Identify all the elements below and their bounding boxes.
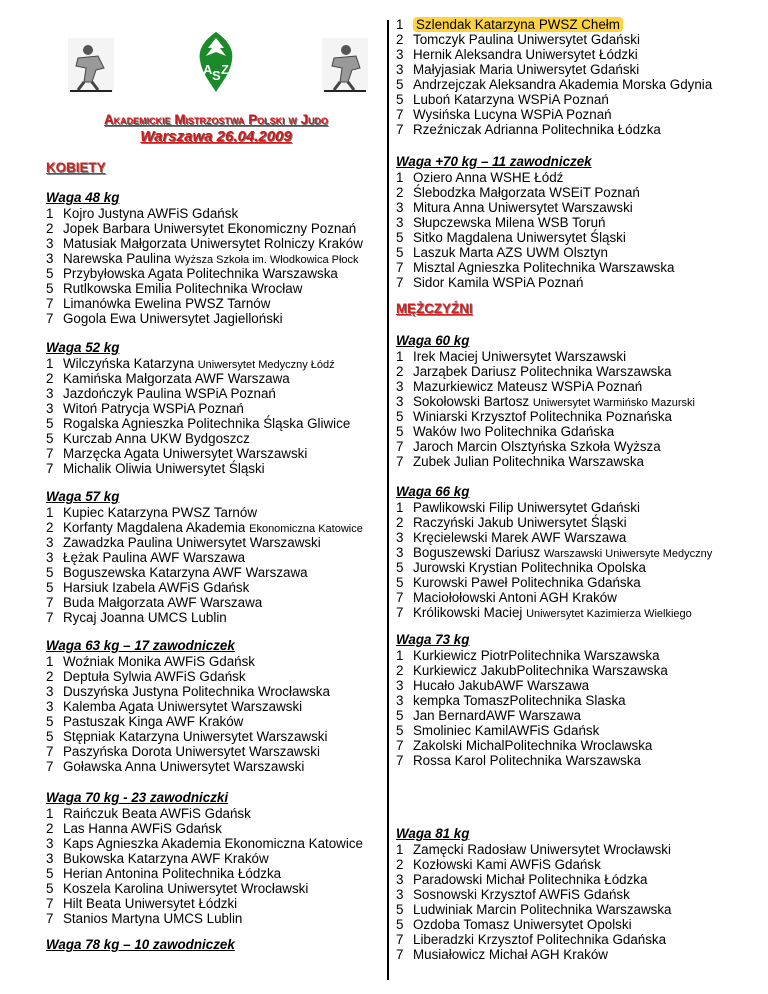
place-number: 1 xyxy=(396,349,404,364)
result-row xyxy=(396,932,666,948)
competitor-name: Smoliniec KamilAWFiS Gdańsk xyxy=(413,723,600,738)
place-number: 1 xyxy=(396,842,404,857)
result-row xyxy=(396,185,640,201)
svg-text:Z: Z xyxy=(221,62,229,77)
weight-category-title: Waga 73 kg xyxy=(396,632,470,647)
place-number: 2 xyxy=(46,669,54,684)
competitor-name: Przybyłowska Agata Politechnika Warszawska xyxy=(63,266,338,281)
competitor-name: Pastuszak Kinga AWF Kraków xyxy=(63,714,244,729)
place-number: 7 xyxy=(46,610,54,625)
result-row xyxy=(396,530,626,546)
competitor-name: Mitura Anna Uniwersytet Warszawski xyxy=(413,200,633,215)
result-row xyxy=(46,610,227,626)
place-number: 2 xyxy=(396,515,404,530)
competitor-name: Narewska Paulina xyxy=(63,251,175,266)
place-number: 3 xyxy=(396,47,404,62)
result-row xyxy=(396,575,641,591)
competitor-name: Sosnowski Krzysztof AWFiS Gdańsk xyxy=(413,887,630,902)
competitor-name: Sokołowski Bartosz xyxy=(413,394,533,409)
competitor-name: Kamińska Małgorzata AWF Warszawa xyxy=(63,371,290,386)
result-row xyxy=(396,409,672,425)
competitor-name: Zamęcki Radosław Uniwersytet Wrocławski xyxy=(413,842,671,857)
result-row xyxy=(46,866,281,882)
place-number: 7 xyxy=(396,107,404,122)
result-row xyxy=(46,371,290,387)
result-row xyxy=(46,911,242,927)
weight-category-title: Waga +70 kg – 11 zawodniczek xyxy=(396,154,592,169)
place-number: 2 xyxy=(396,663,404,678)
column-divider xyxy=(387,20,389,980)
place-number: 3 xyxy=(46,699,54,714)
place-number: 1 xyxy=(396,648,404,663)
place-number: 7 xyxy=(46,896,54,911)
place-number: 5 xyxy=(46,729,54,744)
result-row xyxy=(46,296,270,312)
place-number: 3 xyxy=(396,887,404,902)
result-row xyxy=(46,881,308,897)
place-number: 3 xyxy=(396,545,404,560)
azs-logo xyxy=(184,30,248,94)
competitor-name: Gogola Ewa Uniwersytet Jagielloński xyxy=(63,311,283,326)
result-row xyxy=(46,896,237,912)
place-number: 7 xyxy=(46,911,54,926)
result-row xyxy=(46,580,249,596)
result-row xyxy=(46,311,283,327)
competitor-name: Limanówka Ewelina PWSZ Tarnów xyxy=(63,296,271,311)
place-number: 7 xyxy=(46,759,54,774)
competitor-name: Hilt Beata Uniwersytet Łódzki xyxy=(63,896,238,911)
place-number: 5 xyxy=(46,565,54,580)
competitor-name: Ozdoba Tomasz Uniwersytet Opolski xyxy=(413,917,632,932)
weight-category-title: Waga 57 kg xyxy=(46,489,120,504)
competitor-name: Stanios Martyna UMCS Lublin xyxy=(63,911,243,926)
result-row xyxy=(396,200,633,216)
weight-category-title: Waga 48 kg xyxy=(46,190,120,205)
competitor-name: Jopek Barbara Uniwersytet Ekonomiczny Poznań xyxy=(63,221,357,236)
result-row xyxy=(396,708,581,724)
competitor-name: Stępniak Katarzyna Uniwersytet Warszawski xyxy=(63,729,328,744)
result-row xyxy=(396,364,671,380)
competitor-name: Michalik Oliwia Uniwersytet Śląski xyxy=(63,461,265,476)
result-row xyxy=(396,947,608,963)
place-number: 3 xyxy=(46,236,54,251)
place-number: 7 xyxy=(396,275,404,290)
competitor-name: Boguszewska Katarzyna AWF Warszawa xyxy=(63,565,308,580)
weight-category-title: Waga 78 kg – 10 zawodniczek xyxy=(46,937,235,952)
result-row xyxy=(46,550,245,566)
competitor-name: Sitko Magdalena Uniwersytet Śląski xyxy=(413,230,626,245)
place-number: 7 xyxy=(46,461,54,476)
place-number: 2 xyxy=(46,821,54,836)
competitor-name: Harsiuk Izabela AWFiS Gdańsk xyxy=(63,580,250,595)
competitor-name: Zawadzka Paulina Uniwersytet Warszawski xyxy=(63,535,321,550)
competitor-name: Małyjasiak Maria Uniwersytet Gdański xyxy=(413,62,640,77)
result-row xyxy=(396,170,563,186)
place-number: 2 xyxy=(46,371,54,386)
competitor-name: Kaps Agnieszka Akademia Ekonomiczna Katowice xyxy=(63,836,363,851)
result-row xyxy=(396,77,712,93)
weight-category-title: Waga 52 kg xyxy=(46,340,120,355)
svg-text:S: S xyxy=(212,68,221,83)
result-row xyxy=(46,699,302,715)
competitor-name: Liberadzki Krzysztof Politechnika Gdańska xyxy=(413,932,667,947)
result-row xyxy=(46,565,308,581)
result-row xyxy=(46,505,257,521)
competitor-name: Kurowski Paweł Politechnika Gdańska xyxy=(413,575,641,590)
judoka-right-image xyxy=(322,38,368,92)
place-number: 5 xyxy=(396,902,404,917)
svg-text:A: A xyxy=(203,62,213,77)
result-row xyxy=(46,714,243,730)
competitor-name: Ślebodzka Małgorzata WSEiT Poznań xyxy=(413,185,640,200)
competitor-name: Królikowski Maciej xyxy=(413,605,527,620)
result-row xyxy=(396,379,642,395)
result-row xyxy=(396,245,608,261)
result-row xyxy=(396,47,638,63)
competitor-name: Jan BernardAWF Warszawa xyxy=(413,708,581,723)
place-number: 7 xyxy=(396,260,404,275)
competitor-name: Kręcielewski Marek AWF Warszawa xyxy=(413,530,627,545)
weight-category-title: Waga 66 kg xyxy=(396,484,470,499)
place-number: 1 xyxy=(396,17,404,32)
place-number: 1 xyxy=(46,206,54,221)
competitor-name: Kurkiewicz PiotrPolitechnika Warszawska xyxy=(413,648,660,663)
place-number: 5 xyxy=(396,708,404,723)
result-row xyxy=(396,500,640,516)
competitor-name: Łężak Paulina AWF Warszawa xyxy=(63,550,246,565)
result-row xyxy=(396,753,641,769)
competitor-club: Uniwersytet Warmińsko Mazurski xyxy=(532,397,696,409)
competitor-name: Kupiec Katarzyna PWSZ Tarnów xyxy=(63,505,257,520)
competitor-name: Rycaj Joanna UMCS Lublin xyxy=(63,610,227,625)
result-row xyxy=(46,386,276,402)
place-number: 1 xyxy=(396,500,404,515)
competitor-name: Deptuła Sylwia AWFiS Gdańsk xyxy=(63,669,246,684)
competitor-name: Oziero Anna WSHE Łódź xyxy=(413,170,564,185)
result-row xyxy=(46,821,222,837)
result-row xyxy=(46,806,251,822)
weight-category-title: Waga 63 kg – 17 zawodniczek xyxy=(46,638,235,653)
result-row xyxy=(396,663,668,679)
place-number: 2 xyxy=(396,32,404,47)
place-number: 3 xyxy=(46,401,54,416)
place-number: 3 xyxy=(396,872,404,887)
result-row xyxy=(396,260,674,276)
competitor-name: Wilczyńska Katarzyna xyxy=(63,356,198,371)
weight-category-title: Waga 70 kg - 23 zawodniczki xyxy=(46,790,229,805)
competitor-name: Waków Iwo Politechnika Gdańska xyxy=(413,424,615,439)
place-number: 5 xyxy=(46,580,54,595)
result-row xyxy=(396,738,652,754)
competitor-name: Maciołołowski Antoni AGH Kraków xyxy=(413,590,617,605)
result-row xyxy=(46,461,265,477)
competitor-name: Jazdończyk Paulina WSPiA Poznań xyxy=(63,386,276,401)
competitor-club: Warszawski Uniwersyte Medyczny xyxy=(543,548,713,560)
result-row xyxy=(396,515,627,531)
competitor-name: Musiałowicz Michał AGH Kraków xyxy=(413,947,608,962)
competitor-name: Rossa Karol Politechnika Warszawska xyxy=(413,753,641,768)
result-row xyxy=(396,857,601,873)
place-number: 1 xyxy=(46,806,54,821)
place-number: 3 xyxy=(396,215,404,230)
competitor-name: Kalemba Agata Uniwersytet Warszawski xyxy=(63,699,303,714)
competitor-name: Kojro Justyna AWFiS Gdańsk xyxy=(63,206,239,221)
competitor-name: Rogalska Agnieszka Politechnika Śląska Gliwice xyxy=(63,416,351,431)
competitor-name: Hernik Aleksandra Uniwersytet Łódzki xyxy=(413,47,638,62)
result-row xyxy=(46,744,320,760)
result-row xyxy=(396,439,661,455)
competitor-name: Zakolski MichalPolitechnika Wroclawska xyxy=(413,738,653,753)
place-number: 7 xyxy=(396,439,404,454)
place-number: 3 xyxy=(46,535,54,550)
place-number: 5 xyxy=(396,575,404,590)
competitor-name: Mazurkiewicz Mateusz WSPiA Poznań xyxy=(413,379,643,394)
place-number: 5 xyxy=(396,723,404,738)
place-number: 1 xyxy=(396,170,404,185)
result-row xyxy=(396,917,632,933)
result-row xyxy=(396,678,589,694)
competitor-name: Bukowska Katarzyna AWF Kraków xyxy=(63,851,269,866)
place-number: 5 xyxy=(396,245,404,260)
place-number: 2 xyxy=(46,221,54,236)
competitor-name: Raińczuk Beata AWFiS Gdańsk xyxy=(63,806,251,821)
result-row xyxy=(46,684,330,700)
place-number: 7 xyxy=(396,605,404,620)
place-number: 5 xyxy=(396,92,404,107)
result-row xyxy=(46,729,327,745)
place-number: 7 xyxy=(396,738,404,753)
competitor-name: Misztal Agnieszka Politechnika Warszawska xyxy=(413,260,675,275)
result-row xyxy=(46,836,363,852)
place-number: 7 xyxy=(46,595,54,610)
place-number: 3 xyxy=(396,678,404,693)
competitor-name: Tomczyk Paulina Uniwersytet Gdański xyxy=(413,32,640,47)
place-number: 5 xyxy=(396,560,404,575)
place-number: 2 xyxy=(396,364,404,379)
competitor-name: Marzęcka Agata Uniwersytet Warszawski xyxy=(63,446,308,461)
result-row xyxy=(396,230,626,246)
competitor-name: Duszyńska Justyna Politechnika Wrocławska xyxy=(63,684,330,699)
result-row xyxy=(46,416,350,432)
result-row xyxy=(46,654,255,670)
result-row xyxy=(46,401,244,417)
result-row xyxy=(46,446,307,462)
result-row xyxy=(396,560,646,576)
competitor-name: Irek Maciej Uniwersytet Warszawski xyxy=(413,349,627,364)
competitor-name: Jarząbek Dariusz Politechnika Warszawska xyxy=(413,364,672,379)
place-number: 7 xyxy=(46,296,54,311)
competitor-name: Boguszewski Dariusz xyxy=(413,545,544,560)
place-number: 5 xyxy=(46,431,54,446)
place-number: 3 xyxy=(396,394,404,409)
result-row xyxy=(396,693,626,709)
place-number: 5 xyxy=(396,77,404,92)
weight-category-title: Waga 81 kg xyxy=(396,826,470,841)
place-number: 5 xyxy=(46,281,54,296)
competitor-name: Rzeźniczak Adrianna Politechnika Łódzka xyxy=(413,122,661,137)
competitor-name: Zubek Julian Politechnika Warszawska xyxy=(413,454,644,469)
result-row xyxy=(396,590,617,606)
place-number: 3 xyxy=(396,200,404,215)
result-row xyxy=(396,887,630,903)
result-row xyxy=(46,851,269,867)
result-row xyxy=(396,32,640,48)
competitor-name: Kurczab Anna UKW Bydgoszcz xyxy=(63,431,250,446)
competitor-name: Kurkiewicz JakubPolitechnika Warszawska xyxy=(413,663,668,678)
competitor-name: Andrzejczak Aleksandra Akademia Morska Gdynia xyxy=(413,77,713,92)
competitor-name: Hucało JakubAWF Warszawa xyxy=(413,678,590,693)
competitor-name: Woźniak Monika AWFiS Gdańsk xyxy=(63,654,255,669)
result-row xyxy=(46,759,304,775)
competitor-club: Uniwersytet Medyczny Łódź xyxy=(197,359,335,371)
place-number: 3 xyxy=(46,684,54,699)
result-row xyxy=(396,424,614,440)
place-number: 3 xyxy=(46,386,54,401)
place-number: 5 xyxy=(396,230,404,245)
competitor-club: Ekonomiczna Katowice xyxy=(249,523,363,535)
result-row xyxy=(46,669,246,685)
place-number: 2 xyxy=(396,857,404,872)
result-row xyxy=(396,605,692,622)
result-row xyxy=(46,281,302,297)
competitor-name: Słupczewska Milena WSB Toruń xyxy=(413,215,606,230)
competitor-name: Witoń Patrycja WSPiA Poznań xyxy=(63,401,244,416)
competitor-name: Matusiak Małgorzata Uniwersytet Rolniczy Kraków xyxy=(63,236,363,251)
competitor-name: Raczyński Jakub Uniwersytet Śląski xyxy=(413,515,627,530)
place-number: 5 xyxy=(396,424,404,439)
result-row xyxy=(46,431,250,447)
place-number: 3 xyxy=(46,251,54,266)
result-row xyxy=(396,902,672,918)
place-number: 1 xyxy=(46,654,54,669)
result-row xyxy=(46,221,356,237)
competitor-name: Korfanty Magdalena Akademia xyxy=(63,520,250,535)
event-subtitle: Warszawa 26.04.2009 xyxy=(140,128,292,145)
competitor-name: Ludwiniak Marcin Politechnika Warszawska xyxy=(413,902,672,917)
competitor-name: Kozłowski Kami AWFiS Gdańsk xyxy=(413,857,601,872)
place-number: 3 xyxy=(396,379,404,394)
competitor-name: Winiarski Krzysztof Politechnika Poznańska xyxy=(413,409,672,424)
competitor-name: Luboń Katarzyna WSPiA Poznań xyxy=(413,92,609,107)
competitor-name: Buda Małgorzata AWF Warszawa xyxy=(63,595,263,610)
competitor-name: Pawlikowski Filip Uniwersytet Gdański xyxy=(413,500,640,515)
place-number: 7 xyxy=(396,753,404,768)
result-row xyxy=(396,107,612,123)
place-number: 3 xyxy=(46,836,54,851)
competitor-name: Laszuk Marta AZS UWM Olsztyn xyxy=(413,245,608,260)
result-row xyxy=(46,535,321,551)
place-number: 3 xyxy=(396,530,404,545)
place-number: 3 xyxy=(46,851,54,866)
place-number: 5 xyxy=(46,266,54,281)
place-number: 5 xyxy=(396,917,404,932)
result-row xyxy=(396,872,647,888)
result-row xyxy=(396,122,661,138)
place-number: 5 xyxy=(46,881,54,896)
result-row xyxy=(396,62,639,78)
place-number: 7 xyxy=(46,311,54,326)
place-number: 7 xyxy=(396,590,404,605)
place-number: 7 xyxy=(46,744,54,759)
competitor-name: Herian Antonina Politechnika Łódzka xyxy=(63,866,282,881)
result-row xyxy=(396,349,626,365)
competitor-name: kempka TomaszPolitechnika Slaska xyxy=(413,693,626,708)
result-row xyxy=(396,17,623,33)
result-row xyxy=(396,92,609,108)
place-number: 5 xyxy=(46,714,54,729)
place-number: 2 xyxy=(46,520,54,535)
competitor-name: Szlendak Katarzyna PWSZ Chełm xyxy=(413,17,623,32)
place-number: 3 xyxy=(396,62,404,77)
place-number: 5 xyxy=(396,409,404,424)
competitor-name: Goławska Anna Uniwersytet Warszawski xyxy=(63,759,305,774)
competitor-name: Jurowski Krystian Politechnika Opolska xyxy=(413,560,646,575)
competitor-name: Koszela Karolina Uniwersytet Wrocławski xyxy=(63,881,309,896)
place-number: 5 xyxy=(46,416,54,431)
result-row xyxy=(396,275,583,291)
place-number: 5 xyxy=(46,866,54,881)
place-number: 7 xyxy=(396,122,404,137)
place-number: 1 xyxy=(46,505,54,520)
place-number: 7 xyxy=(396,947,404,962)
place-number: 3 xyxy=(396,693,404,708)
place-number: 7 xyxy=(46,446,54,461)
result-row xyxy=(396,648,660,664)
event-title: Akademickie Mistrzostwa Polski w Judo xyxy=(103,112,329,127)
judoka-left-image xyxy=(68,38,114,92)
place-number: 7 xyxy=(396,932,404,947)
competitor-name: Sidor Kamila WSPiA Poznań xyxy=(413,275,584,290)
competitor-club: Uniwersytet Kazimierza Wielkiego xyxy=(526,608,692,620)
result-row xyxy=(396,454,644,470)
competitor-name: Paszyńska Dorota Uniwersytet Warszawski xyxy=(63,744,320,759)
gender-section-title: KOBIETY xyxy=(46,160,106,175)
result-row xyxy=(396,215,606,231)
result-row xyxy=(396,842,671,858)
result-row xyxy=(46,266,338,282)
competitor-name: Wysińska Lucyna WSPiA Poznań xyxy=(413,107,612,122)
competitor-name: Rutlkowska Emilia Politechnika Wrocław xyxy=(63,281,303,296)
result-row xyxy=(46,206,238,222)
gender-section-title: MĘŻCZYŹNI xyxy=(396,301,473,316)
result-row xyxy=(46,236,363,252)
competitor-name: Jaroch Marcin Olsztyńska Szkoła Wyższa xyxy=(413,439,661,454)
place-number: 3 xyxy=(46,550,54,565)
place-number: 2 xyxy=(396,185,404,200)
competitor-name: Las Hanna AWFiS Gdańsk xyxy=(63,821,222,836)
result-row xyxy=(396,723,599,739)
place-number: 1 xyxy=(46,356,54,371)
competitor-name: Paradowski Michał Politechnika Łódzka xyxy=(413,872,648,887)
place-number: 7 xyxy=(396,454,404,469)
result-row xyxy=(46,595,262,611)
weight-category-title: Waga 60 kg xyxy=(396,333,470,348)
competitor-club: Wyższa Szkoła im. Włodkowica Płock xyxy=(174,254,359,266)
